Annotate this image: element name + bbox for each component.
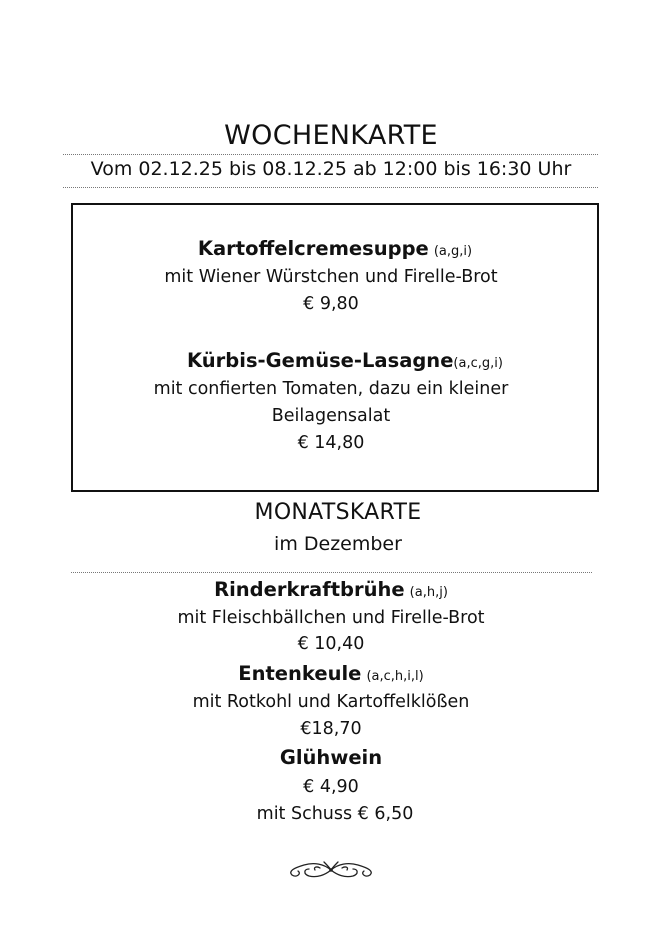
flourish-ornament-icon: [284, 856, 378, 884]
dish-price: €18,70: [300, 719, 362, 739]
weekly-item-2-title: [14, 349, 662, 372]
monthly-item-2-title: [0, 662, 662, 685]
dish-description: mit confierten Tomaten, dazu ein kleiner: [153, 379, 509, 399]
dish-description: mit Wiener Würstchen und Firelle-Brot: [164, 267, 498, 287]
divider: [63, 187, 598, 188]
dish-description: mit Fleischbällchen und Firelle-Brot: [177, 608, 485, 628]
dish-price: € 10,40: [297, 634, 365, 654]
dish-extra-price: mit Schuss € 6,50: [256, 804, 414, 824]
allergen-codes: (a,g,i): [433, 244, 473, 259]
dish-name: Kartoffelcremesuppe: [197, 237, 429, 260]
monthly-item-1-title: [0, 578, 662, 601]
divider: [71, 572, 592, 573]
dish-price: € 4,90: [303, 777, 359, 797]
wochenkarte-title: WOCHENKARTE: [224, 120, 438, 151]
weekly-item-1-title: [4, 237, 662, 260]
wochenkarte-period: Vom 02.12.25 bis 08.12.25 ab 12:00 bis 16:30 Uhr: [90, 158, 572, 180]
divider: [63, 154, 598, 155]
allergen-codes: (a,c,h,i,l): [366, 669, 424, 684]
dish-name: Kürbis-Gemüse-Lasagne: [187, 349, 454, 372]
allergen-codes: (a,c,g,i): [453, 356, 503, 371]
monatskarte-subtitle: im Dezember: [274, 533, 402, 555]
dish-name: Glühwein: [279, 746, 383, 769]
dish-description: mit Rotkohl und Kartoffelklößen: [192, 692, 470, 712]
dish-name: Entenkeule: [238, 662, 362, 685]
monatskarte-title: MONATSKARTE: [254, 500, 422, 525]
dish-price: € 14,80: [297, 433, 365, 453]
dish-price: € 9,80: [303, 294, 359, 314]
allergen-codes: (a,h,j): [409, 585, 448, 600]
dish-description: Beilagensalat: [271, 406, 391, 426]
dish-name: Rinderkraftbrühe: [214, 578, 405, 601]
